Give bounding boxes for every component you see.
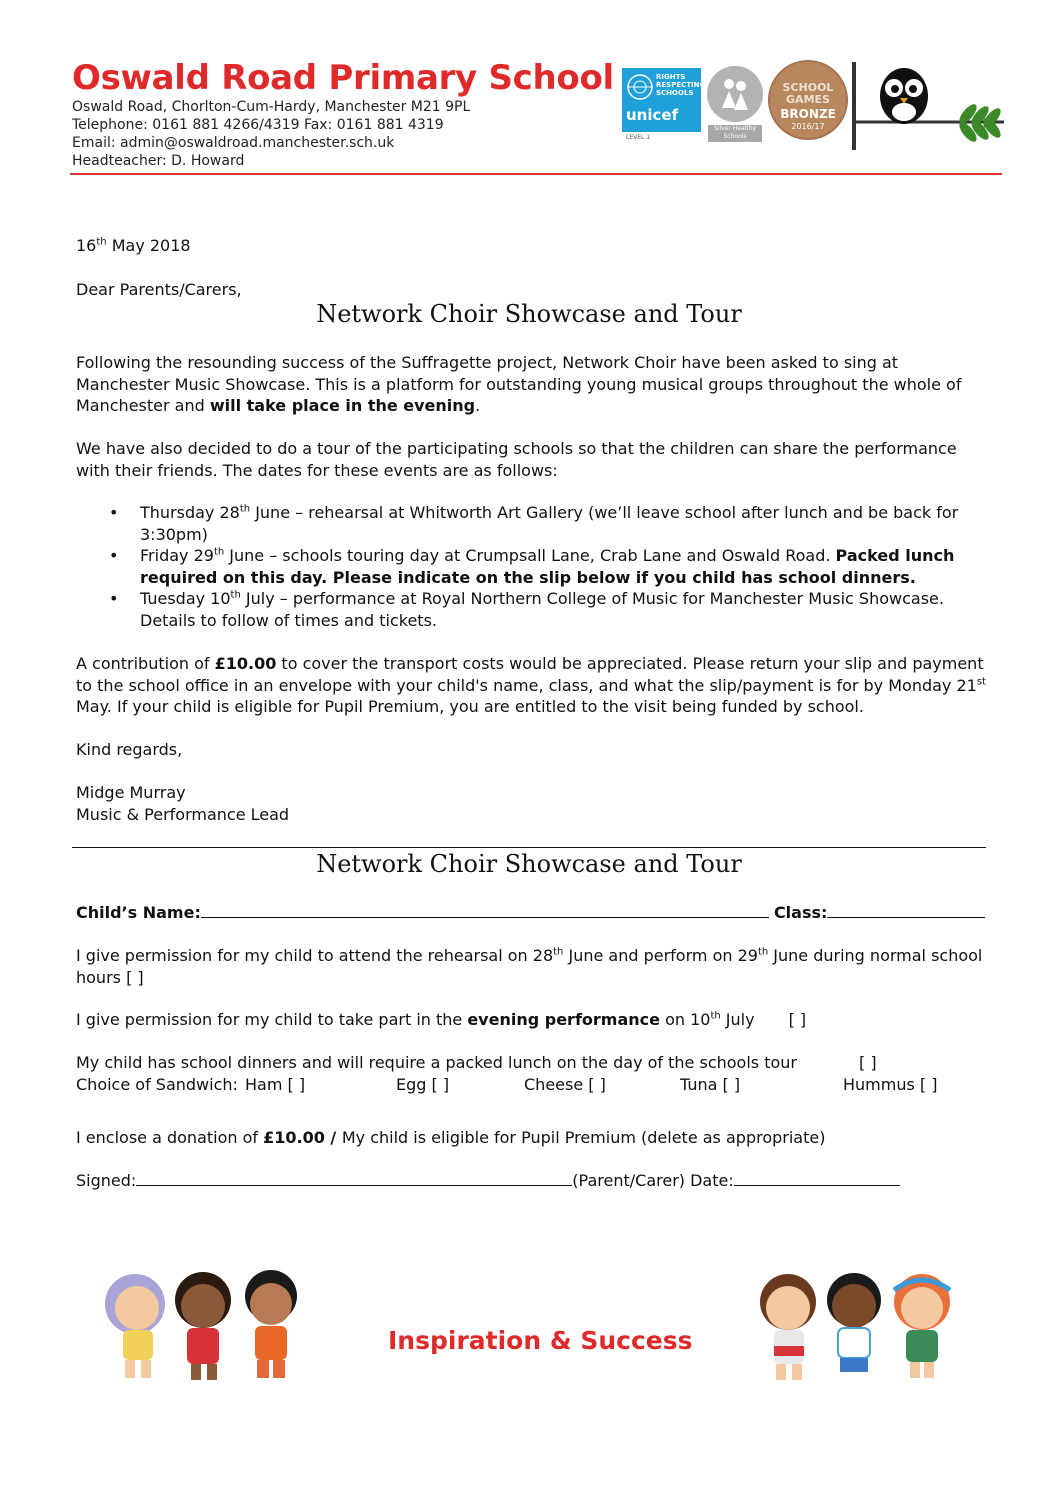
sandwich-option-egg[interactable]: Egg [ ] — [396, 1075, 450, 1094]
sandwich-choice-row — [76, 1074, 986, 1096]
signoff — [76, 782, 289, 825]
children-illustration-right — [746, 1262, 968, 1387]
unicef-wordmark: unicef — [626, 106, 679, 124]
school-motto: Inspiration & Success — [388, 1326, 693, 1355]
healthy-schools-badge — [707, 66, 763, 122]
permission-evening: I give permission for my child to take part in the evening performance on 10th July [ ] — [76, 1010, 807, 1029]
bronze-year: 2016/17 — [791, 122, 825, 131]
sandwich-option-hummus[interactable]: Hummus [ ] — [843, 1075, 938, 1094]
paragraph-tour: We have also decided to do a tour of the participating schools so that the children can share the performance with their friends. The dates for these events are as follows: — [76, 439, 957, 480]
school-dinners-row: My child has school dinners and will require a packed lunch on the day of the schools tour [ ] — [76, 1053, 877, 1072]
sandwich-option-cheese[interactable]: Cheese [ ] — [524, 1075, 606, 1094]
school-telephone: Telephone: 0161 881 4266/4319 Fax: 0161 881 4319 — [72, 117, 444, 133]
school-headteacher: Headteacher: D. Howard — [72, 153, 245, 169]
class-field[interactable] — [827, 903, 985, 918]
date-field[interactable] — [734, 1171, 900, 1186]
regards: Kind regards, — [76, 740, 183, 759]
event-list — [76, 502, 986, 631]
sandwich-option-ham[interactable]: Ham [ ] — [245, 1075, 306, 1094]
list-item: • Thursday 28th June – rehearsal at Whitworth Art Gallery (we’ll leave school after lunch and be back for 3:30pm) — [76, 502, 986, 545]
child-name-row — [76, 902, 985, 924]
child-name-label: Child’s Name: — [76, 903, 201, 922]
paragraph-showcase: Following the resounding success of the Suffragette project, Network Choir have been asked to sing at Manchester Music Showcase. This is a platform for outstanding young musical groups throughout the whole of Manchester and will take place in the evening. — [76, 353, 962, 415]
signature-field[interactable] — [136, 1171, 572, 1186]
slip-divider — [72, 847, 986, 848]
list-item: • Friday 29th June – schools touring day at Crumpsall Lane, Crab Lane and Oswald Road. Packed lunch required on this day. Please indicate on the slip below if you child has school dinners. — [76, 545, 986, 588]
school-name: Oswald Road Primary School — [72, 58, 614, 98]
school-email: Email: admin@oswaldroad.manchester.sch.uk — [72, 135, 395, 151]
signature-row — [76, 1170, 900, 1192]
rights-respecting-schools-badge — [622, 68, 706, 132]
evening-checkbox[interactable]: [ ] — [788, 1010, 807, 1029]
sandwich-option-tuna[interactable]: Tuna [ ] — [680, 1075, 741, 1094]
children-illustration-left — [95, 1262, 315, 1387]
signed-label: Signed: — [76, 1171, 137, 1190]
donation-row: I enclose a donation of £10.00 / My child is eligible for Pupil Premium (delete as appropriate) — [76, 1128, 826, 1147]
owl-on-branch-icon — [856, 60, 1006, 150]
dinners-checkbox[interactable]: [ ] — [858, 1053, 877, 1072]
list-item: • Tuesday 10th July – performance at Royal Northern College of Music for Manchester Music Showcase. Details to follow of times and tickets. — [76, 588, 986, 631]
globe-icon — [626, 73, 654, 101]
class-label: Class: — [773, 903, 828, 922]
parent-date-label: (Parent/Carer) Date: — [572, 1171, 734, 1190]
school-address: Oswald Road, Chorlton-Cum-Hardy, Manchester M21 9PL — [72, 99, 471, 115]
signatory-name: Midge Murray — [76, 783, 186, 802]
healthy-schools-label: Silver Healthy Schools — [708, 125, 762, 142]
bronze-text: BRONZE — [780, 107, 836, 121]
school-contact-block — [72, 98, 470, 170]
slip-heading: Network Choir Showcase and Tour — [316, 850, 742, 878]
rrs-title: RIGHTS RESPECTING SCHOOLS — [656, 73, 706, 97]
letter-date: 16th May 2018 — [76, 236, 191, 255]
school-games-text: SCHOOL GAMES — [782, 81, 834, 106]
figures-icon — [707, 66, 763, 122]
sandwich-label: Choice of Sandwich: — [76, 1075, 238, 1094]
school-games-bronze-badge — [768, 60, 848, 140]
letter-heading: Network Choir Showcase and Tour — [316, 300, 742, 328]
rrs-level: LEVEL 1 — [626, 134, 651, 141]
signatory-role: Music & Performance Lead — [76, 804, 290, 824]
header-divider — [70, 173, 1002, 175]
paragraph-contribution: A contribution of £10.00 to cover the transport costs would be appreciated. Please return your slip and payment to the school office in an envelope with your child's name, class, and what the slip/payment is for by Monday 21st May. If your child is eligible for Pupil Premium, you are entitled to the visit being funded by school. — [76, 654, 986, 716]
child-name-field[interactable] — [201, 903, 769, 918]
permission-rehearsal: I give permission for my child to attend the rehearsal on 28th June and perform on 29th June during normal school hours [ ] — [76, 946, 983, 987]
greeting: Dear Parents/Carers, — [76, 280, 242, 299]
